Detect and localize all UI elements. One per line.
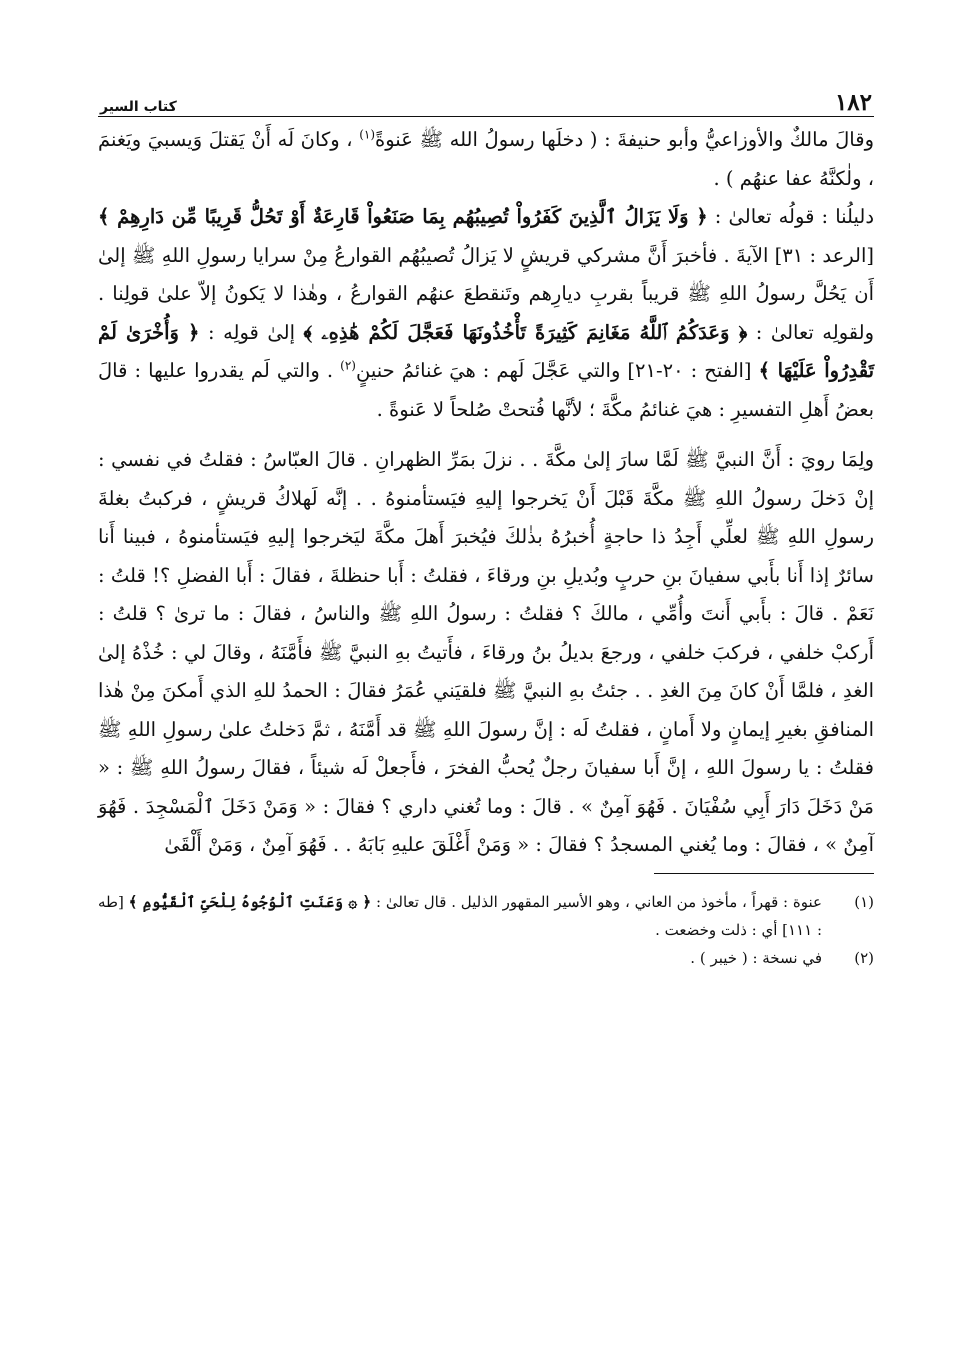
text-run: . والتي لَم يقدروا عليها : قالَ بعضُ أَهلِ التفسيرِ : هيَ غنائمُ مكَّةَ ؛ لأنَّها فُتحتْ صُلحاً لا عَنوةً .: [98, 359, 874, 421]
quran-verse: ﴿ وَلَا يَزَالُ ٱلَّذِينَ كَفَرُواْ تُصِيبُهُم بِمَا صَنَعُواْ قَارِعَةٌ أَوْ تَحُلُّ قَرِيبًا مِّن دَارِهِمْ ﴾: [98, 205, 708, 228]
footnote-separator: [654, 873, 874, 874]
text-run: وقالَ مالكٌ والأوزاعيُّ وأبو حنيفةَ : ( دخلَها رسولُ الله ﷺ عَنوةً: [375, 128, 874, 151]
text-run: ولِمَا رويَ : أَنَّ النبيَّ ﷺ لَمَّا سارَ إلىٰ مكَّةَ . . نزلَ بمَرِّ الظهرانِ . قالَ العبّاسُ : فقلتُ في نفسي : إنْ دَخلَ رسولُ اللهِ ﷺ مكَّةَ قَبْلَ أَنْ يَخرجوا إليهِ فيَستأمنوهُ . . إنَّه لَهلاكُ قريشٍ ، فركبتُ بغلةَ رسولِ اللهِ ﷺ لعلِّي أَجِدُ ذا حاجةٍ أُخبرُهُ بذٰلكَ فيُخبرَ أَهلَ مكَّةَ ليَخرجوا إليهِ فيَستأمنوهُ ، فبينا أَنا سائرٌ إذا أَنا بأَبي سفيانَ بنِ حربٍ وبُديلِ بنِ ورقاءَ ، فقلتُ : أَبا حنظلةَ ، فقالَ : أَبا الفضلِ ؟! قلتُ : نَعَمْ . قالَ : بأَبي أَنتَ وأُمِّي ، مالكَ ؟ فقلتُ : رسولُ اللهِ ﷺ والناسُ ، فقالَ : ما ترىٰ ؟ قلتُ : أَركبْ خلفي ، فركبَ خلفي ، ورجعَ بديلُ بنُ ورقاءَ ، فأَتيتُ بهِ النبيَّ ﷺ فأَمَّنَهُ ، وقالَ لي : خُذْهُ إلىٰ الغدِ ، فلمَّا أَنْ كانَ مِنَ الغدِ . . جئتُ بهِ النبيَّ ﷺ فلقيَني عُمَرُ فقالَ : الحمدُ للهِ الذي أَمكنَ مِنْ هٰذا المنافقِ بغيرِ إيمانٍ ولا أَمانٍ ، فقلتُ لَه : إنَّ رسولَ اللهِ ﷺ قد أَمَّنَهُ ، ثمَّ دَخلتُ علىٰ رسولِ اللهِ ﷺ فقلتُ : يا رسولَ اللهِ ، إنَّ أَبا سفيانَ رجلٌ يُحبُّ الفخرَ ، فأَجعلْ لَه شيئاً ، فقالَ رسولُ اللهِ ﷺ : « مَنْ دَخَلَ دَارَ أَبِي سُفْيَانَ . فَهُوَ آمِنٌ » . قالَ : وما تُغني داري ؟ فقالَ : « وَمَنْ دَخَلَ ٱلْمَسْجِدَ . فَهُوَ آمِنٌ » ، فقالَ : وما يُغني المسجدُ ؟ فقالَ : « وَمَنْ أَغْلَقَ عليهِ بَابَهُ . . فَهُوَ آمِنٌ ، وَمَنْ أَلْقَىٰ: [98, 448, 874, 856]
page-header: [98, 80, 874, 117]
book-page: [98, 80, 874, 1350]
paragraph: [98, 121, 874, 198]
main-text: [98, 121, 874, 865]
paragraph: [98, 198, 874, 429]
paragraph: [98, 441, 874, 865]
text-run: في نسخة : ( خيبر ) .: [690, 948, 822, 967]
footnote-marker: (١): [359, 127, 376, 142]
text-run: دليلُنا : قولُه تعالىٰ :: [707, 205, 874, 228]
quran-verse: ﴿ وَعَدَكُمُ ٱللَّهُ مَغَانِمَ كَثِيرَةً تَأْخُذُونَهَا فَعَجَّلَ لَكُمْ هَٰذِهِۦ ﴾: [303, 320, 748, 344]
text-run: [طه : ١١١] أي : ذلت وخضعت .: [98, 892, 822, 939]
text-run: ، وكانَ لَه أَنْ يَقتلَ وَيسبيَ ويَغنمَ ، ولٰكنَّهُ عفا عنهُم ) .: [98, 128, 874, 190]
footnote-text: [98, 888, 822, 944]
text-run: [الرعد : ٣١] الآيةَ . فأخبرَ أَنَّ مشركي قريشٍ لا يَزالُ تُصيبُهُم القوارعُ مِنْ سرايا رسولِ اللهِ ﷺ إلىٰ أَن يَحُلَّ رسولُ اللهِ ﷺ قريباً بقربِ ديارِهم وتَنقطعَ عنهُم القوارعُ ، وهٰذا لا يَكونُ إلاّ علىٰ قولِنا . ولقولِه تعالىٰ :: [98, 243, 874, 344]
footnotes: [98, 888, 874, 972]
footnote: [98, 944, 874, 972]
text-run: إلىٰ قولِه :: [199, 320, 304, 344]
footnote-number: (٢): [854, 948, 874, 967]
quran-verse: ﴿ وَأُخْرَىٰ لَمْ تَقْدِرُواْ عَلَيْهَا ﴾: [98, 320, 875, 382]
page-number: ١٨٢: [834, 89, 872, 116]
footnote-text: [98, 944, 822, 972]
text-run: عنوة : قهراً ، مأخوذ من العاني ، وهو الأسير المقهور الذليل . قال تعالىٰ :: [371, 892, 823, 911]
footnote: [98, 888, 874, 944]
quran-verse: ﴿ ۞ وَعَنَتِ ٱلْوُجُوهُ لِلْحَىِّ ٱلْقَيُّومِ ﴾: [128, 892, 372, 911]
footnote-marker: (٢): [340, 358, 356, 373]
footnote-number: (١): [854, 892, 874, 911]
text-run: [الفتح : ٢٠-٢١] والتي عَجَّلَ لَهم : هيَ غنائمُ حنينٍ: [355, 359, 759, 382]
running-title: كتاب السير: [100, 99, 177, 115]
